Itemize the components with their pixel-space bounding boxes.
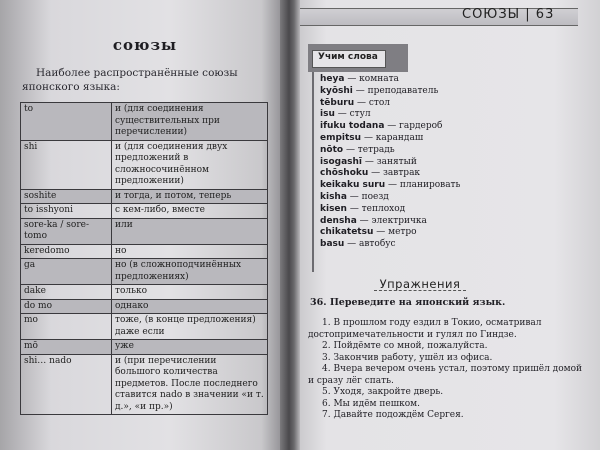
vocab-word: empitsu	[320, 132, 362, 143]
exercises-underline	[374, 290, 466, 292]
table-row	[21, 140, 268, 189]
conjunction-ru: и (при перечислении большого количества предметов. После последнего ставится nado в значении «и т. д.», «и пр.»)	[112, 354, 268, 415]
table-row	[21, 244, 268, 259]
vocab-word: ifuku todana	[320, 121, 385, 132]
exercise-item: 7. Давайте подождём Сергея.	[322, 410, 464, 420]
vocab-item	[320, 133, 500, 145]
book-gutter	[280, 0, 300, 450]
table-row	[21, 299, 268, 314]
conjunction-jp: mō	[21, 340, 112, 355]
vocab-item	[320, 216, 500, 228]
table-row	[21, 259, 268, 285]
table-row	[21, 285, 268, 300]
exercise-list	[308, 318, 588, 422]
vocab-list	[320, 74, 500, 251]
exercise-item: 2. Пойдёмте со мной, пожалуйста.	[322, 341, 488, 351]
conjunction-jp: shi… nado	[21, 354, 112, 415]
vocab-word: densha	[320, 215, 357, 226]
table-row	[21, 204, 268, 219]
vocab-word: tēburu	[320, 97, 355, 108]
conjunction-jp: to isshyoni	[21, 204, 112, 219]
vocab-item	[320, 168, 500, 180]
conjunction-ru: и тогда, и потом, теперь	[112, 189, 268, 204]
exercise-item: 3. Закончив работу, ушёл из офиса.	[322, 352, 493, 363]
conjunction-jp: ga	[21, 259, 112, 285]
vocab-item	[320, 227, 500, 239]
conjunction-jp: sore-ka / sore-tomo	[21, 218, 112, 244]
vocab-translation: — стол	[354, 97, 390, 108]
vocab-item	[320, 86, 500, 98]
vocab-translation: — тетрадь	[343, 144, 395, 155]
conjunction-ru: но (в сложноподчинённых предложениях)	[112, 259, 268, 285]
vocab-translation: — гардероб	[384, 121, 443, 132]
vocab-item	[320, 109, 500, 121]
vocab-translation: — планировать	[385, 180, 461, 191]
conjunction-ru: уже	[112, 340, 268, 355]
conjunction-jp: mo	[21, 314, 112, 340]
exercise-item: 6. Мы идём пешком.	[322, 398, 421, 409]
table-row	[21, 189, 268, 204]
exercise-item: 1. В прошлом году ездил в Токио, осматривал достопримечательности и гулял по Гиндзе.	[308, 318, 542, 340]
vocab-word: kyōshi	[320, 85, 353, 96]
vocab-translation: — поезд	[346, 191, 389, 202]
vocab-item	[320, 204, 500, 216]
conjunction-ru: и (для соединения двух предложений в сложносочинённом предложении)	[112, 140, 268, 189]
vocab-item	[320, 180, 500, 192]
vocab-translation: — электричка	[356, 215, 427, 226]
vocab-heading: Учим слова	[318, 52, 378, 62]
vocab-item	[320, 98, 500, 110]
vocab-item	[320, 121, 500, 133]
vocab-word: basu	[320, 239, 345, 250]
conjunctions-table	[20, 102, 268, 415]
vocab-word: isu	[320, 109, 335, 120]
vocab-word: keikaku suru	[320, 180, 386, 191]
vocab-translation: — автобус	[344, 239, 396, 250]
conjunction-ru: или	[112, 218, 268, 244]
vocab-translation: — завтрак	[368, 168, 421, 179]
conjunction-jp: soshite	[21, 189, 112, 204]
vocab-word: nōto	[320, 144, 344, 155]
intro-text: Наиболее распространённые союзы японского языка:	[22, 67, 238, 93]
vocab-word: chikatetsu	[320, 227, 374, 238]
conjunction-ru: только	[112, 285, 268, 300]
conjunction-ru: однако	[112, 299, 268, 314]
exercise-task: 36. Переведите на японский язык.	[310, 297, 506, 308]
conjunction-jp: keredomo	[21, 244, 112, 259]
exercise-item: 4. Вчера вечером очень устал, поэтому пришёл домой и сразу лёг спать.	[308, 364, 583, 386]
exercises-title: Упражнения	[379, 277, 461, 291]
vocab-translation: — теплоход	[346, 203, 406, 214]
conjunction-jp: dake	[21, 285, 112, 300]
table-row	[21, 218, 268, 244]
vocab-translation: — занятый	[362, 156, 417, 167]
page-title: союзы	[112, 36, 178, 54]
vocab-item	[320, 74, 500, 86]
exercise-item: 5. Уходя, закройте дверь.	[322, 387, 444, 397]
conjunction-jp: shi	[21, 140, 112, 189]
vocab-translation: — преподаватель	[352, 85, 439, 96]
vocab-rule	[312, 72, 314, 272]
table-row	[21, 354, 268, 415]
conjunction-jp: do mo	[21, 299, 112, 314]
vocab-translation: — стул	[334, 109, 371, 120]
vocab-translation: — комната	[344, 74, 399, 84]
vocab-word: chōshoku	[320, 168, 369, 179]
conjunction-ru: но	[112, 244, 268, 259]
vocab-item	[320, 157, 500, 169]
vocab-item	[320, 145, 500, 157]
conjunction-ru: тоже, (в конце предложения) даже если	[112, 314, 268, 340]
vocab-word: isogashī	[320, 156, 362, 167]
vocab-translation: — метро	[373, 227, 417, 238]
table-row	[21, 103, 268, 141]
vocab-translation: — карандаш	[361, 132, 424, 143]
conjunction-ru: и (для соединения существительных при перечислении)	[112, 103, 268, 141]
vocab-word: heya	[320, 74, 345, 84]
table-row	[21, 314, 268, 340]
vocab-word: kisha	[320, 191, 347, 202]
conjunction-jp: to	[21, 103, 112, 141]
table-row	[21, 340, 268, 355]
vocab-item	[320, 192, 500, 204]
vocab-word: kisen	[320, 203, 347, 214]
running-head: СОЮЗЫ | 63	[462, 7, 555, 22]
vocab-item	[320, 239, 500, 251]
conjunction-ru: с кем-либо, вместе	[112, 204, 268, 219]
